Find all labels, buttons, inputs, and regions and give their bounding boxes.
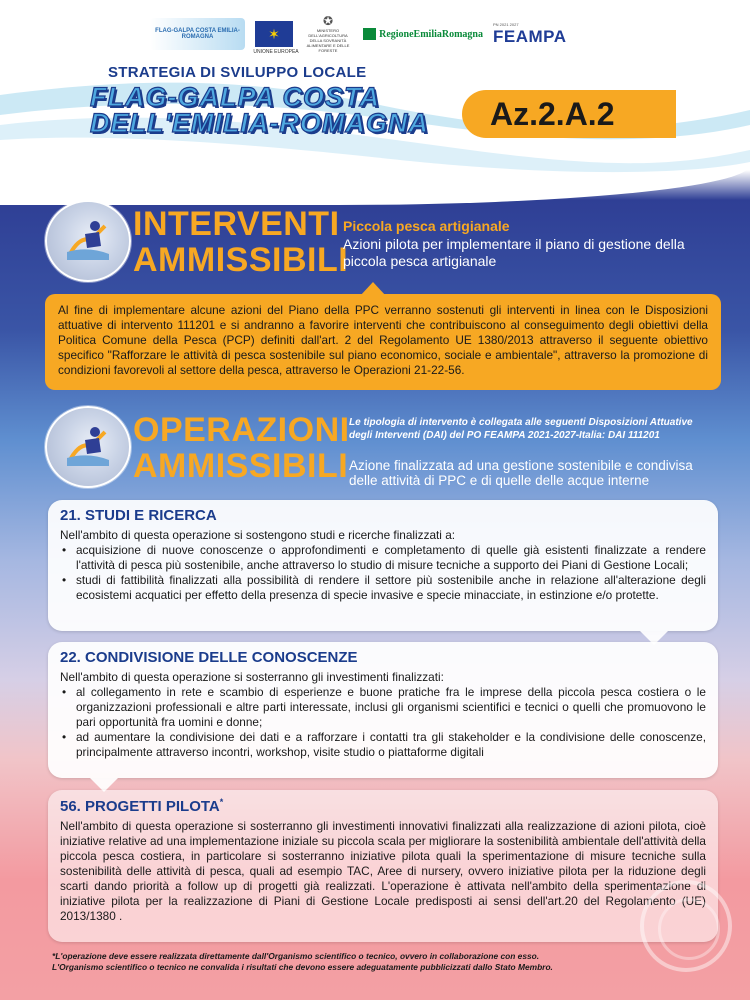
ministry-logo	[303, 13, 353, 53]
action-code: Az.2.A.2	[490, 96, 615, 132]
footnote	[52, 951, 692, 973]
strategy-heading: STRATEGIA DI SVILUPPO LOCALE	[108, 64, 367, 81]
logo-bar	[150, 14, 600, 54]
operation-21-list	[60, 543, 706, 603]
operation-21-heading: 21. STUDI E RICERCA	[60, 507, 217, 524]
operation-22-heading: 22. CONDIVISIONE DELLE CONOSCENZE	[60, 649, 358, 666]
interventi-body-text: Al fine di implementare alcune azioni del Piano della PPC verranno sostenuti gli interventi in linea con le Disposizioni attuative di intervento 111201 e si andranno a favorire interventi che contribuiscono al conseguimento degli obiettivi della Politica Comune della Pesca (PCP) definiti dall'art. 2 del Regolamento UE 1380/2013 attraverso il seguente obiettivo specifico "Rafforzare le attività di pesca sostenibile sul piano economico, sociale e ambientale", attraverso la promozione di condizioni favorevoli al settore della pesca, attraverso le Operazioni 21-22-56.	[58, 303, 708, 377]
interventi-title-line2: AMMISSIBILI	[133, 241, 349, 279]
feampa-logo-small: PN 2021 2027	[493, 21, 519, 27]
interventi-title	[133, 206, 348, 278]
eu-logo-text: UNIONE EUROPEA	[253, 49, 299, 55]
operation-21-intro: Nell'ambito di questa operazione si sostengono studi e ricerche finalizzati a:	[60, 528, 456, 542]
ministry-logo-text: MINISTERO DELL'AGRICOLTURA DELLA SOVRANITÀ ALIMENTARE E DELLE FORESTE	[306, 27, 350, 53]
list-item: • acquisizione di nuove conoscenze o approfondimenti e completamento di quelle già esistenti finalizzate a rendere l'attività di pesca più sostenibile, anche attraverso lo studio di misure tecniche a supporto dei Piani di Gestione Locali;	[60, 543, 706, 573]
interventi-subtitle: Piccola pesca artigianale	[343, 218, 510, 234]
fisher-emblem-icon	[45, 200, 131, 282]
fisherman-icon	[65, 216, 111, 260]
interventi-body-panel	[45, 294, 721, 390]
region-logo-text: RegioneEmiliaRomagna	[379, 28, 483, 40]
list-item: • ad aumentare la condivisione dei dati e a rafforzare i contatti tra gli stakeholder e la condivisione delle conoscenze, principalmente attraverso incontri, workshop, visite studio o piattaforme digitali	[60, 730, 706, 760]
eu-stars-icon: ✶	[268, 25, 280, 42]
operazioni-section-header	[45, 406, 705, 486]
dai-reference: Le tipologia di intervento è collegata alle seguenti Disposizioni Attuative degli Interventi (DAI) del PO FEAMPA 2021-2027-Italia: DAI 111201	[349, 417, 693, 441]
flag-galpa-logo	[150, 18, 245, 50]
operazioni-title	[133, 412, 350, 484]
operazioni-title-line1: OPERAZIONI	[133, 411, 350, 449]
list-item: • al collegamento in rete e scambio di esperienze e buone pratiche fra le imprese della piccola pesca costiera o le organizzazioni professionali e altre parti interessate, inclusi gli organismi scientifici e tecnici o quelli che promuovono le pari opportunità fra uomini e donne;	[60, 685, 706, 730]
flag-title-line1: FLAG-GALPA COSTA	[90, 82, 380, 112]
flag-title	[90, 84, 429, 136]
flag-galpa-logo-text: FLAG-GALPA COSTA EMILIA-ROMAGNA	[155, 28, 240, 40]
operation-56-heading-mark: *	[219, 797, 224, 807]
footnote-line1: *L'operazione deve essere realizzata direttamente dall'Organismo scientifico o tecnico, ovvero in collaborazione con esso.	[52, 951, 540, 961]
operation-56-heading-wrap	[60, 797, 706, 815]
feampa-logo-text: FEAMPA	[493, 26, 567, 46]
fisher-emblem-icon	[45, 406, 131, 488]
fisherman-icon	[65, 422, 111, 466]
eu-flag-logo	[253, 21, 299, 55]
operation-56-heading: 56. PROGETTI PILOTA	[60, 798, 220, 815]
operation-22-intro: Nell'ambito di questa operazione si sosterranno gli investimenti finalizzati:	[60, 670, 444, 684]
region-shape-icon	[363, 28, 376, 40]
list-item: • studi di fattibilità finalizzati alla possibilità di rendere il settore più sostenibile anche in relazione all'alterazione degli ecosistemi acquatici per effetto della presenza di specie invasive e specie minacciate, in estinzione e/o protette.	[60, 573, 706, 603]
republic-emblem-icon: ✪	[322, 13, 334, 28]
flag-title-line2: DELL'EMILIA-ROMAGNA	[90, 108, 429, 138]
feampa-logo	[493, 17, 588, 51]
interventi-description: Azioni pilota per implementare il piano di gestione della piccola pesca artigianale	[343, 236, 685, 269]
footnote-line2: L'Organismo scientifico o tecnico ne convalida i risultati che devono essere adeguatamente pubblicizzati dallo Stato Membro.	[52, 962, 553, 972]
dai-description: Azione finalizzata ad una gestione sostenibile e condivisa delle attività di PPC e di quelle delle acque interne	[349, 458, 693, 488]
interventi-section-header	[45, 200, 705, 280]
operazioni-title-line2: AMMISSIBILI	[133, 447, 349, 485]
interventi-title-line1: INTERVENTI	[133, 205, 340, 243]
operation-56-body: Nell'ambito di questa operazione si sosterranno gli investimenti innovativi finalizzati alla realizzazione di azioni pilota, cioè iniziative relative ad una implementazione iniziale su piccola scala per migliorare la sostenibilità ambientale dell'attività della piccola pesca costiera, in particolare si sosterranno iniziative pilota quali la sperimentazione di misure tecniche sulla sostenibilità delle attività di pesca, quali ad esempio TAC, Aree di nursery, ovvero iniziative pilota per la riduzione degli scarti dando priorità a follow up di progetti già realizzati. L'operazione è attivata nell'ambito della sperimentazione di iniziative pilota per la realizzazione di Piani di Gestione Locale predisposti ai sensi dell'art.20 del Regolamento (UE) 2013/1380 .	[60, 819, 706, 923]
action-code-badge	[462, 90, 676, 138]
operation-21-card	[48, 500, 718, 631]
regione-emilia-romagna-logo	[363, 24, 483, 44]
operation-22-list	[60, 685, 706, 760]
operation-56-card	[48, 790, 718, 942]
operation-22-card	[48, 642, 718, 778]
